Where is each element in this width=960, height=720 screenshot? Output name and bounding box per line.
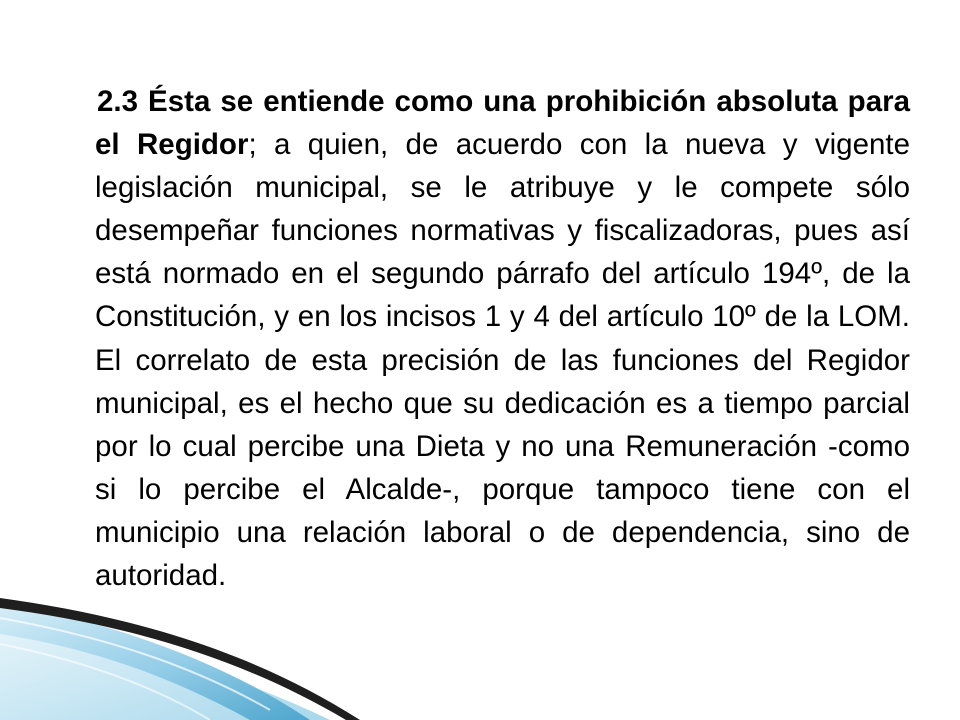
- body-text: ; a quien, de acuerdo con la nueva y vigente legislación municipal, se le atribuye y le compete sólo desempeñar funciones normativas y fiscalizadoras, pues así está normado en el segundo párrafo del artículo 194º, de la Constitución, y en los incisos 1 y 4 del artículo 10º de la LOM. El correlato de esta precisión de las funciones del Regidor municipal, es el hecho que su dedicación es a tiempo parcial por lo cual percibe una Dieta y no una Remuneración -como si lo percibe el Alcalde-, porque tampoco tiene con el municipio una relación laboral o de dependencia, sino de autoridad.: [95, 128, 911, 593]
- lead-bold-text: 2.3 Ésta se entiende como una prohibición absoluta para el Regidor: [95, 85, 910, 162]
- body-paragraph: [95, 80, 910, 597]
